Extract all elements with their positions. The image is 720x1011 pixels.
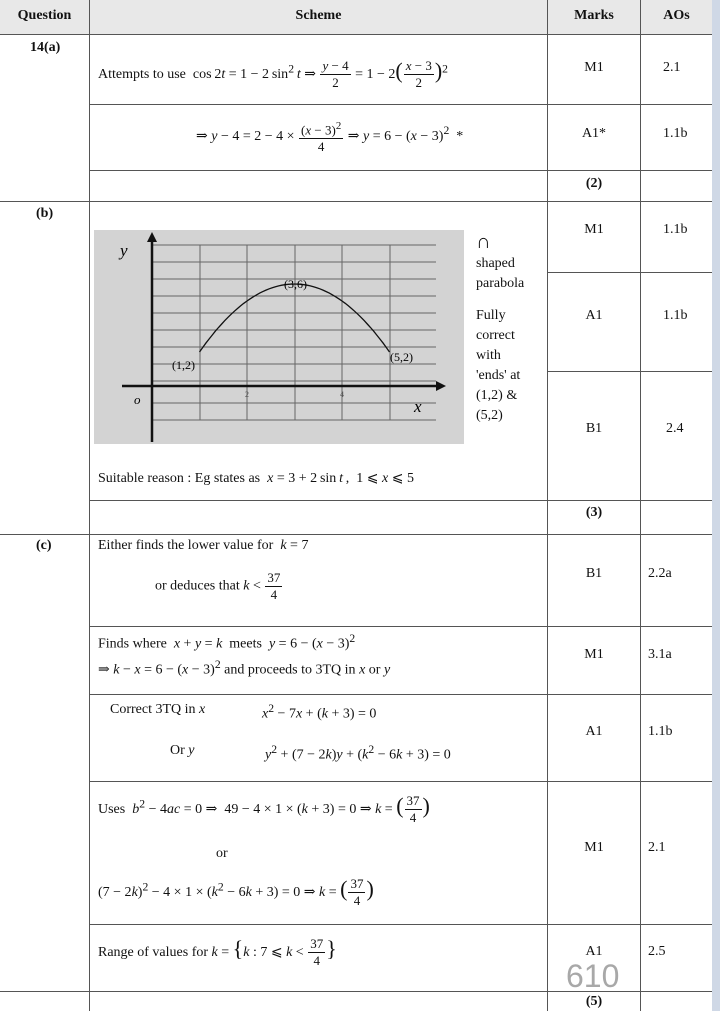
ao-a-2: 1.1b	[663, 126, 688, 141]
side-fully-1: correct	[476, 328, 515, 343]
header-aos: AOs	[663, 8, 690, 23]
marks-c-4: M1	[584, 840, 604, 855]
scheme-c-row3-line2: Or y	[170, 743, 195, 758]
scheme-c-row4-line2: or	[216, 846, 228, 861]
scheme-c-row1-line2: or deduces that k < $\frac{37}{4}$	[155, 570, 281, 602]
scheme-c-row3-line1: Correct 3TQ in x	[110, 702, 206, 717]
ao-c-4: 2.1	[648, 840, 666, 855]
page-number-watermark: 610	[566, 958, 620, 994]
total-a: (2)	[585, 176, 603, 191]
parabola-graph	[94, 230, 464, 444]
header-marks: Marks	[574, 8, 614, 23]
x-axis-label: x	[414, 397, 422, 416]
marks-c-2: M1	[584, 647, 604, 662]
ao-a-1: 2.1	[663, 60, 681, 75]
scheme-c-row3-eq2: $y^2 + (7 - 2k)y + (k^2 - 6k + 3) = 0$	[265, 743, 451, 763]
total-c: (5)	[585, 994, 603, 1009]
side-fully-0: Fully	[476, 308, 506, 323]
question-label-b: (b)	[36, 206, 54, 221]
point-label-1-2: (1,2)	[172, 358, 195, 372]
scheme-a-row1: Attempts to use cos 2t = 1 − 2 $\sin^2 t$ ⇒ $\frac{y - 4}{2}$ = 1 − 2( $\frac{x - 3}{2}$ )$^2$	[98, 58, 448, 91]
side-fully-5: (5,2)	[476, 408, 503, 423]
ao-c-2: 3.1a	[648, 647, 672, 662]
scheme-c-row4-line3: $(7 - 2k)^2 - 4 \times 1 \times (k^2 - 6k + 3) = 0$ ⇒ k = ( $\frac{37}{4}$ )	[98, 876, 374, 909]
header-scheme: Scheme	[295, 8, 342, 23]
marks-a-2: A1*	[581, 126, 607, 141]
point-label-5-2: (5,2)	[390, 350, 413, 364]
x-tick-2: 2	[245, 390, 249, 399]
scheme-c-row2-line1: Finds where x + y = k meets $y = 6 - (x - 3)^2$	[98, 632, 356, 652]
y-axis-label: y	[120, 241, 128, 260]
side-shape-2: parabola	[476, 276, 525, 291]
scheme-c-row5: Range of values for k = {k : 7 ⩽ k < $\frac{37}{4}$ }	[98, 936, 337, 969]
scheme-c-row1-line1: Either finds the lower value for k = 7	[98, 538, 309, 553]
marks-b-1: M1	[584, 222, 604, 237]
marks-a-1: M1	[584, 60, 604, 75]
marks-b-3: B1	[585, 421, 603, 436]
scheme-c-row4-line1: Uses $b^2 - 4ac = 0$ ⇒ 49 − 4 × 1 × (k + 3) = 0 ⇒ k = ( $\frac{37}{4}$ )	[98, 793, 430, 826]
ao-c-5: 2.5	[648, 944, 666, 959]
marks-b-2: A1	[585, 308, 603, 323]
marks-c-3: A1	[585, 724, 603, 739]
side-fully-3: 'ends' at	[476, 368, 521, 383]
ao-b-3: 2.4	[666, 421, 684, 436]
ao-b-1: 1.1b	[663, 222, 688, 237]
marks-c-5: A1	[585, 944, 603, 959]
total-b: (3)	[585, 505, 603, 520]
header-question: Question	[17, 8, 72, 23]
question-label-c: (c)	[36, 538, 52, 553]
point-label-3-6: (3,6)	[284, 277, 307, 291]
side-shape-1: shaped	[476, 256, 515, 271]
scheme-c-row2-line2: ⇒ $k - x = 6 - (x - 3)^2$ and proceeds to 3TQ in x or y	[98, 658, 391, 678]
scheme-a-row2: ⇒ y − 4 = 2 − 4 × $\frac{(x - 3)^2}{4}$ ⇒ $y = 6 - (x - 3)^2$ *	[196, 120, 464, 155]
side-fully-4: (1,2) &	[476, 388, 518, 403]
scrollbar[interactable]	[712, 0, 720, 1011]
marks-c-1: B1	[585, 566, 603, 581]
side-fully-2: with	[476, 348, 501, 363]
ao-b-2: 1.1b	[663, 308, 688, 323]
question-label-a: 14(a)	[30, 40, 61, 55]
origin-label: o	[134, 392, 141, 407]
scheme-c-row3-eq1: $x^2 - 7x + (k + 3) = 0$	[262, 702, 377, 722]
scheme-b-reason: Suitable reason : Eg states as x = 3 + 2 sin t , 1 ⩽ x ⩽ 5	[98, 471, 414, 486]
ao-c-1: 2.2a	[648, 566, 672, 581]
x-tick-4: 4	[340, 390, 344, 399]
ao-c-3: 1.1b	[648, 724, 673, 739]
cap-symbol: ∩	[476, 231, 491, 253]
